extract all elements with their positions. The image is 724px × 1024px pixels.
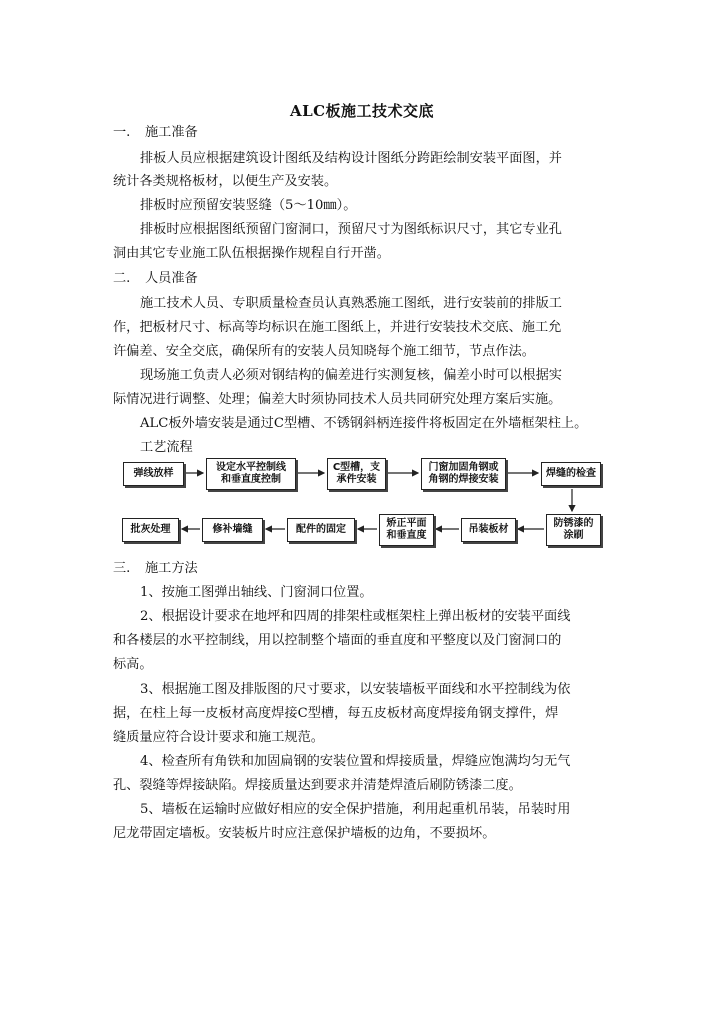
flow-step-box bbox=[541, 462, 601, 486]
paragraph-line: 和各楼层的水平控制线，用以控制整个墙面的垂直度和平整度以及门窗洞口的 bbox=[113, 633, 562, 648]
paragraph-line: 排板时应根据图纸预留门窗洞口，预留尺寸为图纸标识尺寸，其它专业孔 bbox=[140, 222, 562, 237]
paragraph-line: 3、根据施工图及排版图的尺寸要求，以安装墙板平面线和水平控制线为依 bbox=[140, 682, 571, 697]
flow-step-box bbox=[421, 458, 506, 490]
paragraph-line: 统计各类规格板材，以便生产及安装。 bbox=[113, 174, 338, 189]
section-label: 人员准备 bbox=[145, 271, 198, 286]
paragraph-line: 缝质量应符合设计要求和施工规范。 bbox=[113, 730, 324, 745]
flow-step-label: 弹线放样 bbox=[133, 468, 174, 479]
flow-step-box bbox=[327, 458, 386, 490]
flow-step-box bbox=[546, 514, 601, 546]
paragraph-line: 尼龙带固定墙板。安装板片时应注意保护墙板的边角，不要损坏。 bbox=[113, 826, 496, 841]
flow-step-label: 防锈漆的 bbox=[553, 518, 594, 529]
flow-step-label: 涂刷 bbox=[563, 530, 584, 541]
paragraph-line: 据，在柱上每一皮板材高度焊接C型槽，每五皮板材高度焊接角钢支撑件，焊 bbox=[113, 706, 559, 721]
paragraph-line: ALC板外墙安装是通过C型槽、不锈钢斜柄连接件将板固定在外墙框架柱上。 bbox=[140, 416, 588, 431]
paragraph-line: 1、按施工图弹出轴线、门窗洞口位置。 bbox=[140, 585, 373, 600]
document-title: ALC板施工技术交底 bbox=[289, 102, 435, 120]
flow-step-box bbox=[123, 462, 184, 486]
flow-step-label: 和垂直度控制 bbox=[221, 474, 281, 485]
paragraph-line: 许偏差、安全交底，确保所有的安装人员知晓每个施工细节，节点作法。 bbox=[113, 344, 535, 359]
paragraph-line: 4、检查所有角铁和加固扁钢的安装位置和焊接质量，焊缝应饱满均匀无气 bbox=[140, 754, 571, 769]
flow-step-label: 和垂直度 bbox=[386, 530, 427, 541]
flow-step-label: 矫正平面 bbox=[386, 518, 427, 529]
paragraph-line: 排板人员应根据建筑设计图纸及结构设计图纸分跨距绘制安装平面图，并 bbox=[140, 151, 562, 166]
section-label: 施工准备 bbox=[145, 125, 198, 140]
paragraph-line: 孔、裂缝等焊接缺陷。焊接质量达到要求并清楚焊渣后刷防锈漆二度。 bbox=[113, 778, 522, 793]
flow-step-label: 承件安装 bbox=[336, 474, 377, 485]
flow-step-label: 设定水平控制线 bbox=[216, 462, 286, 473]
section-label: 施工方法 bbox=[145, 561, 198, 576]
flow-step-label: 配件的固定 bbox=[296, 524, 346, 535]
paragraph-line: 施工技术人员、专职质量检查员认真熟悉施工图纸，进行安装前的排版工 bbox=[140, 296, 562, 311]
paragraph-line: 洞由其它专业施工队伍根据操作规程自行开凿。 bbox=[113, 246, 390, 261]
section-number: 一. bbox=[113, 125, 131, 140]
flow-step-box bbox=[287, 518, 355, 542]
flow-step-box bbox=[206, 458, 296, 490]
flow-step-box bbox=[122, 518, 179, 542]
flow-step-label: 角钢的焊接安装 bbox=[428, 474, 499, 485]
flow-step-box bbox=[202, 518, 263, 542]
paragraph-line: 作，把板材尺寸、标高等均标识在施工图纸上，并进行安装技术交底、施工允 bbox=[113, 320, 562, 335]
paragraph-line: 标高。 bbox=[113, 657, 153, 672]
flow-step-label: 吊装板材 bbox=[468, 524, 509, 535]
flow-title: 工艺流程 bbox=[140, 440, 193, 455]
paragraph-line: 排板时应预留安装竖缝（5～10㎜）。 bbox=[140, 198, 357, 213]
flow-step-label: 批灰处理 bbox=[130, 524, 171, 535]
flow-step-box bbox=[461, 518, 516, 542]
section-number: 二. bbox=[113, 271, 131, 286]
flow-step-box bbox=[379, 514, 434, 546]
flow-step-label: 修补墙缝 bbox=[212, 524, 253, 535]
flow-step-label: 焊缝的检查 bbox=[546, 468, 596, 479]
section-number: 三. bbox=[113, 561, 131, 576]
flow-step-label: C型槽，支 bbox=[332, 462, 381, 473]
paragraph-line: 5、墙板在运输时应做好相应的安全保护措施，利用起重机吊装，吊装时用 bbox=[140, 802, 571, 817]
paragraph-line: 现场施工负责人必须对钢结构的偏差进行实测复核，偏差小时可以根据实 bbox=[140, 368, 562, 383]
section-heading-3 bbox=[113, 560, 198, 578]
paragraph-line: 2、根据设计要求在地坪和四周的排架柱或框架柱上弹出板材的安装平面线 bbox=[140, 609, 571, 624]
flow-step-label: 门窗加固角钢或 bbox=[428, 462, 499, 473]
paragraph-line: 际情况进行调整、处理；偏差大时须协同技术人员共同研究处理方案后实施。 bbox=[113, 392, 562, 407]
